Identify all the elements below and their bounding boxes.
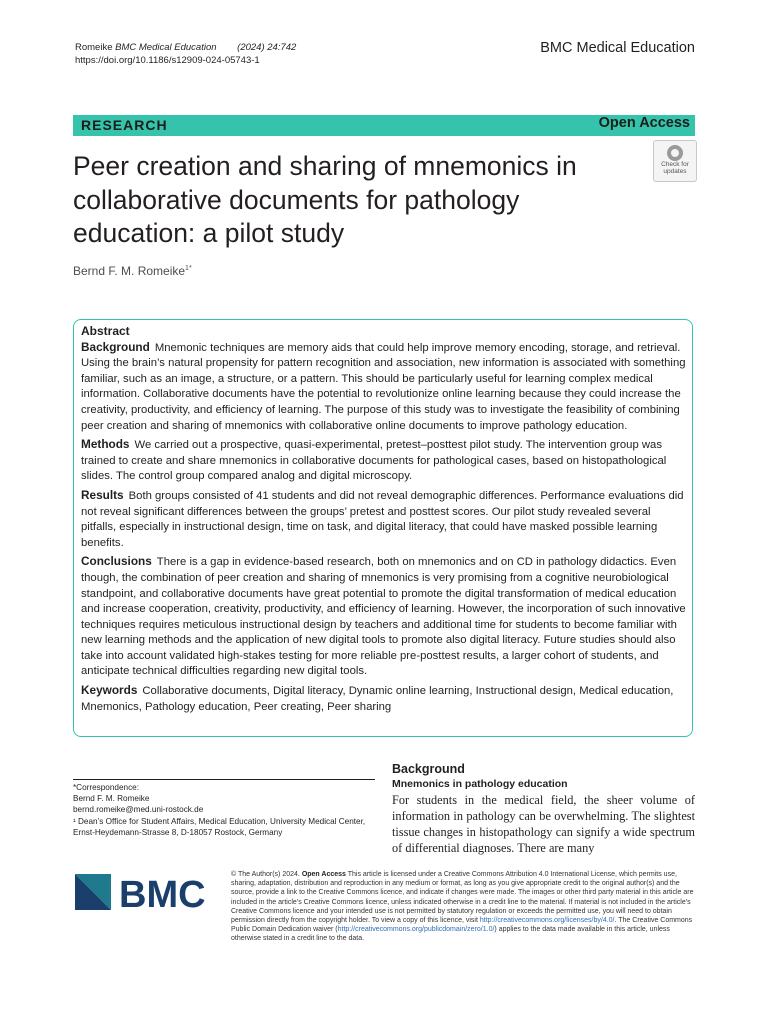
header-citation: (2024) 24:742 xyxy=(237,42,297,53)
abstract-heading: Abstract xyxy=(81,324,130,338)
abstract-background xyxy=(81,340,687,435)
check-updates-icon xyxy=(667,145,683,161)
section-label: RESEARCH xyxy=(81,117,168,133)
abstract-text: Collaborative documents, Digital literacy, Dynamic online learning, Instructional design, Medical education, Mnemonics, Pathology education, Peer creating, Peer sharing xyxy=(81,685,674,713)
footnote-rule xyxy=(73,779,375,780)
abstract-methods xyxy=(81,437,687,485)
abstract-label: Keywords xyxy=(81,683,138,698)
abstract-text: We carried out a prospective, quasi-experimental, pretest–posttest pilot study. The intervention group was trained to create and share mnemonics in collaborative documents for pathological cases, based on histopathological slides. The control group compared analog and digital microscopy. xyxy=(81,439,667,483)
header-journal: BMC Medical Education xyxy=(115,42,217,53)
check-updates-line2: updates xyxy=(663,168,687,175)
section-heading: Background xyxy=(392,762,465,776)
author-name[interactable]: Bernd F. M. Romeike xyxy=(73,264,186,278)
subsection-heading: Mnemonics in pathology education xyxy=(392,778,568,790)
license-body: This article is licensed under a Creative Commons Attribution 4.0 International License, which permits use, sharing, adaptation, distribution and reproduction in any medium or format, as long as you give appropriate credit to the original author(s) and the source, provide a link to the Creative Commons licence, and indicate if changes were made. The images or other third party material in this article are included in the article’s Creative Commons licence, unless indicated otherwise in a credit line to the material. If material is not included in the article’s Creative Commons licence and your intended use is not permitted by statutory regulation or exceeds the permitted use, you will need to obtain permission directly from the copyright holder. To view a copy of this licence, visit xyxy=(231,871,694,925)
correspondence-name: Bernd F. M. Romeike xyxy=(73,794,150,804)
author-line xyxy=(73,264,192,278)
running-header xyxy=(75,41,296,67)
section-band xyxy=(73,115,695,136)
abstract-keywords xyxy=(81,683,687,715)
license-body-3: ) applies to the data made available in this article, unless otherwise stated in a credit line to the data. xyxy=(231,926,670,943)
license-open-access: Open Access xyxy=(301,871,346,878)
public-domain-link[interactable]: http://creativecommons.org/publicdomain/zero/1.0/ xyxy=(337,926,495,934)
check-updates-line1: Check for xyxy=(661,161,689,168)
abstract-text: There is a gap in evidence-based research, both on mnemonics and on CD in pathology didactics. Even though, the combination of peer creation and sharing of mnemonics is very promising from a cognitive neurobiological standpoint, and collaborative documents have great potential to promote the digital transformation of medical education and increase cooperation, creativity, productivity, and efficiency of learning. However, the incorporation of such innovative techniques requires meticulous instructional design by teachers and additional time for students to become familiar with new learning methods and the application of new digital tools to promote also digital literacy. Future studies should also take into account validated high-stakes testing for more reliable pre-posttest results, a larger cohort of students, and anticipate technical difficulties regarding new digital tools. xyxy=(81,556,686,678)
journal-name: BMC Medical Education xyxy=(540,40,695,56)
abstract-conclusions xyxy=(81,554,687,680)
copyright: © The Author(s) 2024. xyxy=(231,871,300,878)
license-body-2: . The Creative Commons Public Domain Dedication waiver ( xyxy=(231,917,693,934)
abstract-label: Methods xyxy=(81,437,130,452)
abstract-results xyxy=(81,488,687,551)
affiliation: ¹ Dean’s Office for Student Affairs, Medical Education, University Medical Center, Ernst-Heydemann-Strasse 8, D-18057 Rostock, Germany xyxy=(73,816,366,837)
abstract xyxy=(81,324,687,718)
abstract-label: Background xyxy=(81,339,150,354)
logo-text: BMC xyxy=(119,874,206,912)
abstract-text: Both groups consisted of 41 students and did not reveal demographic differences. Performance evaluations did not reveal significant differences between the groups’ pretest and posttest scores. Our pilot study revealed several pitfalls, especially in instructional design, time on task, and digital literacy, that could have masked possible learning benefits. xyxy=(81,489,684,549)
correspondence-email[interactable]: bernd.romeike@med.uni-rostock.de xyxy=(73,805,204,815)
check-for-updates-button[interactable] xyxy=(653,140,697,182)
footnote xyxy=(73,782,378,838)
correspondence-label: *Correspondence: xyxy=(73,783,139,792)
header-author: Romeike xyxy=(75,42,113,53)
abstract-text: Mnemonic techniques are memory aids that could help improve memory encoding, storage, and retrieval. Using the brain’s natural propensity for pattern recognition and association, new information is associated with something familiar, such as an image, a structure, or a pattern. This should be particularly useful for learning complex medical information. Collaborative documents have the potential to revolutionize online learning because they could increase the creativity, productivity, and efficiency of learning. The purpose of this study was to investigate the feasibility of combining peer creation and sharing of mnemonics with collaborative online documents to improve pathology education. xyxy=(81,341,686,432)
abstract-label: Conclusions xyxy=(81,554,152,569)
license-link[interactable]: http://creativecommons.org/licenses/by/4.0/ xyxy=(479,917,615,925)
open-access-label: Open Access xyxy=(598,115,690,131)
abstract-label: Results xyxy=(81,487,124,502)
header-citation-line xyxy=(75,41,296,54)
article-title: Peer creation and sharing of mnemonics in collaborative documents for pathology education: a pilot study xyxy=(73,151,577,248)
header-doi-link[interactable]: https://doi.org/10.1186/s12909-024-05743-1 xyxy=(75,55,260,66)
bmc-logo[interactable] xyxy=(75,872,215,912)
license-text xyxy=(231,870,697,944)
author-affiliation-mark: 1* xyxy=(185,265,192,272)
body-paragraph: For students in the medical field, the sheer volume of information in pathology can be overwhelming. The slightest tissue changes in histopathology can signify a wide spectrum of differential diagnoses. There are many xyxy=(392,793,695,855)
